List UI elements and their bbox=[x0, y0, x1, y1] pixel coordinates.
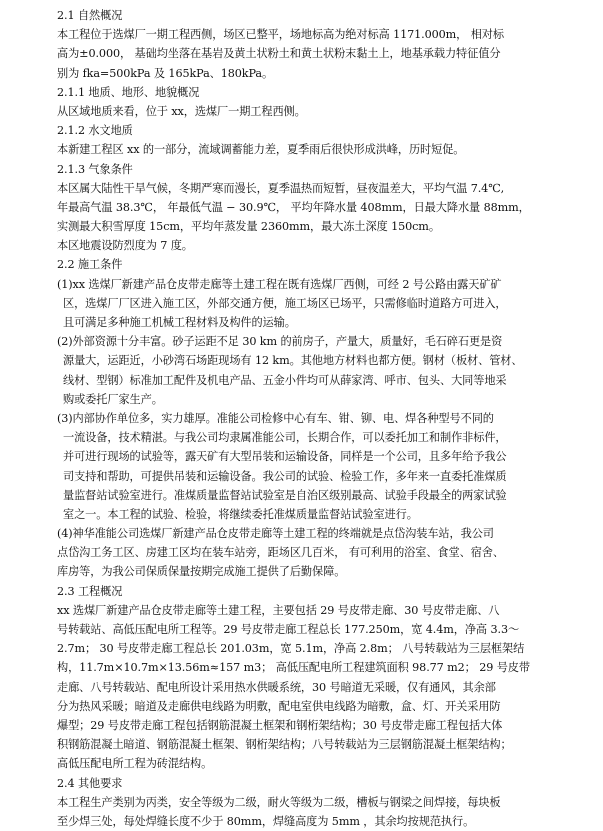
paragraph-2-2-2 bbox=[57, 332, 555, 409]
text-line: 购或委托厂家生产。 bbox=[63, 392, 163, 406]
paragraph-2-2-1 bbox=[57, 275, 555, 333]
paragraph-2-1-3 bbox=[57, 179, 555, 256]
text-line: 点岱沟工务工区、房建工区均在装车站旁，距场区几百米， 有可利用的浴室、食堂、宿舍、 bbox=[57, 546, 504, 560]
text-line: 区，选煤厂厂区进入施工区，外部交通方便，施工场区已场平，只需修临时道路方可进入， bbox=[63, 296, 507, 310]
text-line: 至少焊三处，每处焊缝长度不少于 80mm，焊缝高度为 5mm ，其余均按规范执行。 bbox=[57, 814, 475, 828]
text-line: 走廊、八号转载站、配电所设计采用热水供暖系统，30 号暗道无采暖，仅有通风，其余部 bbox=[57, 680, 496, 694]
heading-2-4: 2.4 其他要求 bbox=[57, 776, 123, 790]
text-line: 实测最大积雪厚度 15cm，平均年蒸发量 2360mm，最大冻土深度 150cm。 bbox=[57, 220, 440, 234]
paragraph-2-2-4 bbox=[57, 524, 555, 582]
text-line: (1)xx 选煤厂新建产品仓皮带走廊等土建工程在既有选煤厂西侧，可经 2 号公路由露天矿矿 bbox=[57, 277, 502, 291]
text-line: 本区地震设防烈度为 7 度。 bbox=[57, 239, 193, 253]
text-line: 从区域地质来看，位于 xx，选煤厂一期工程西侧。 bbox=[57, 104, 306, 118]
text-line: 本工程位于选煤厂一期工程西侧，场区已整平，场地标高为绝对标高 1171.000m， 相对标 bbox=[57, 28, 504, 42]
text-line: 构，11.7m×10.7m×13.56m≈157 m3； 高低压配电所工程建筑面积 98.77 m2； 29 号皮带 bbox=[57, 661, 530, 675]
text-line: (3)内部协作单位多，实力雄厚。准能公司检修中心有车、钳、铆、电、焊各种型号不同的 bbox=[57, 411, 494, 425]
text-line: 量监督站试验室进行。准煤质量监督站试验室是自治区级别最高、试验手段最全的两家试验 bbox=[63, 488, 507, 502]
heading-2-2: 2.2 施工条件 bbox=[57, 258, 123, 272]
text-line: (4)神华准能公司选煤厂新建产品仓皮带走廊等土建工程的终端就是点岱沟装车站，我公司 bbox=[57, 527, 494, 541]
heading-2-1-2: 2.1.2 水文地质 bbox=[57, 124, 133, 138]
text-line: 爆型；29 号皮带走廊工程包括钢筋混凝土框架和钢桁架结构；30 号皮带走廊工程包括大体 bbox=[57, 718, 503, 732]
text-line: 积钢筋混凝土暗道、钢筋混凝土框架、钢桁架结构；八号转载站为三层钢筋混凝土框架结构； bbox=[57, 738, 512, 752]
text-line: xx 选煤厂新建产品仓皮带走廊等土建工程，主要包括 29 号皮带走廊、30 号皮带走廊、八 bbox=[57, 603, 500, 617]
heading-2-1-3: 2.1.3 气象条件 bbox=[57, 162, 133, 176]
text-line: 源量大，运距近，小砂湾石场距现场有 12 km。其他地方材料也都方便。钢材（板材、管材、 bbox=[63, 354, 523, 368]
text-line: (2)外部资源十分丰富。砂子运距不足 30 km 的前房子，产量大，质量好，毛石碎石更是资 bbox=[57, 335, 503, 349]
text-line: 高低压配电所工程为砖混结构。 bbox=[57, 757, 213, 771]
heading-2-3: 2.3 工程概况 bbox=[57, 584, 123, 598]
document-page bbox=[57, 0, 555, 831]
text-line: 高为±0.000， 基础均坐落在基岩及黄土状粉土和黄土状粉末黏土上，地基承载力特征值分 bbox=[57, 47, 501, 61]
text-line: 分为热风采暖；暗道及走廊供电线路为明敷，配电室供电线路为暗敷，盒、灯、开关采用防 bbox=[57, 699, 501, 713]
text-line: 一流设备，技术精湛。与我公司均隶属准能公司，长期合作，可以委托加工和制作非标件， bbox=[63, 431, 507, 445]
heading-2-1: 2.1 自然概况 bbox=[57, 9, 123, 22]
text-line: 本新建工程区 xx 的一部分，流域调蓄能力差，夏季雨后很快形成洪峰，历时短促。 bbox=[57, 143, 465, 157]
paragraph-2-2-3 bbox=[57, 409, 555, 524]
text-line: 本工程生产类别为丙类，安全等级为二级，耐火等级为二级，槽板与钢梁之间焊接，每块板 bbox=[57, 795, 501, 809]
text-line: 别为 fka=500kPa 及 165kPa、180kPa。 bbox=[57, 66, 274, 80]
text-line: 司支持和帮助，可提供吊装和运输设备。我公司的试验、检验工作，多年来一直委托准煤质 bbox=[63, 469, 507, 483]
text-line: 室之一。本工程的试验、检验，将继续委托准煤质量监督站试验室进行。 bbox=[63, 507, 418, 521]
text-line: 且可满足多种施工机械工程材料及构件的运输。 bbox=[63, 316, 296, 329]
paragraph-2-4 bbox=[57, 793, 555, 831]
text-line: 号转载站、高低压配电所工程等。29 号皮带走廊工程总长 177.250m，宽 4.4m，净高 3.3～ bbox=[57, 623, 520, 636]
text-line: 库房等，为我公司保质保量按期完成施工提供了后勤保障。 bbox=[57, 565, 346, 579]
heading-2-1-1: 2.1.1 地质、地形、地貌概况 bbox=[57, 85, 200, 99]
text-line: 2.7m； 30 号皮带走廊工程总长 201.03m，宽 5.1m，净高 2.8m； 八号转载站为三层框架结 bbox=[57, 642, 525, 656]
text-line: 线材、型钢）标准加工配件及机电产品、五金小件均可从薛家湾、呼市、包头、大同等地采 bbox=[63, 373, 507, 387]
text-line: 并可进行现场的试验等，露天矿有大型吊装和运输设备，同样是一个公司，且多年给予我公 bbox=[63, 450, 507, 464]
text-line: 年最高气温 38.3℃， 年最低气温 − 30.9℃， 平均年降水量 408mm，日最大降水量 88mm， bbox=[57, 200, 530, 214]
text-line: 本区属大陆性干旱气候，冬期严寒而漫长，夏季温热而短暂，昼夜温差大，平均气温 7.4℃, bbox=[57, 181, 505, 195]
paragraph-2-3 bbox=[57, 601, 555, 774]
paragraph-2-1 bbox=[57, 25, 555, 83]
